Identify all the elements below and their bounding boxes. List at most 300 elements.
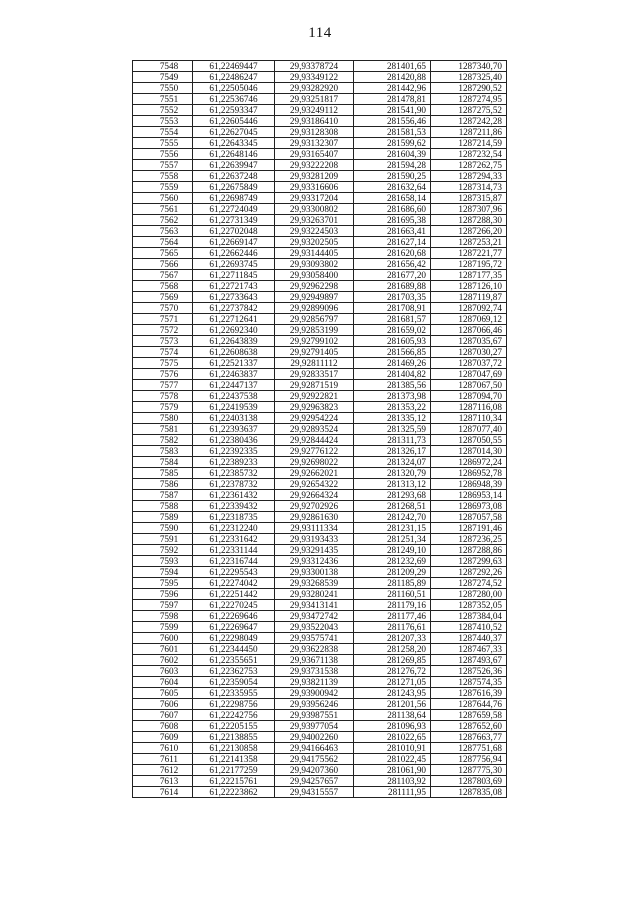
y-coordinate-cell: 1287835,08 bbox=[431, 787, 507, 798]
latitude-cell: 61,22737842 bbox=[193, 303, 275, 314]
y-coordinate-cell: 1287047,69 bbox=[431, 369, 507, 380]
longitude-cell: 29,92949897 bbox=[275, 292, 354, 303]
point-number-cell: 7553 bbox=[133, 116, 193, 127]
table-row bbox=[133, 743, 507, 754]
point-number-cell: 7591 bbox=[133, 534, 193, 545]
y-coordinate-cell: 1287803,69 bbox=[431, 776, 507, 787]
longitude-cell: 29,92871519 bbox=[275, 380, 354, 391]
latitude-cell: 61,22215761 bbox=[193, 776, 275, 787]
x-coordinate-cell: 281179,16 bbox=[354, 600, 431, 611]
point-number-cell: 7577 bbox=[133, 380, 193, 391]
latitude-cell: 61,22355651 bbox=[193, 655, 275, 666]
longitude-cell: 29,93224503 bbox=[275, 226, 354, 237]
longitude-cell: 29,92893524 bbox=[275, 424, 354, 435]
y-coordinate-cell: 1287030,27 bbox=[431, 347, 507, 358]
longitude-cell: 29,93821139 bbox=[275, 677, 354, 688]
table-row bbox=[133, 193, 507, 204]
longitude-cell: 29,94175562 bbox=[275, 754, 354, 765]
y-coordinate-cell: 1287177,35 bbox=[431, 270, 507, 281]
longitude-cell: 29,93378724 bbox=[275, 61, 354, 72]
table-row bbox=[133, 127, 507, 138]
point-number-cell: 7576 bbox=[133, 369, 193, 380]
x-coordinate-cell: 281708,91 bbox=[354, 303, 431, 314]
latitude-cell: 61,22223862 bbox=[193, 787, 275, 798]
table-row bbox=[133, 424, 507, 435]
longitude-cell: 29,93268539 bbox=[275, 578, 354, 589]
longitude-cell: 29,93093802 bbox=[275, 259, 354, 270]
latitude-cell: 61,22724049 bbox=[193, 204, 275, 215]
y-coordinate-cell: 1287191,46 bbox=[431, 523, 507, 534]
x-coordinate-cell: 281599,62 bbox=[354, 138, 431, 149]
y-coordinate-cell: 1287288,30 bbox=[431, 215, 507, 226]
longitude-cell: 29,93300138 bbox=[275, 567, 354, 578]
latitude-cell: 61,22380436 bbox=[193, 435, 275, 446]
latitude-cell: 61,22605446 bbox=[193, 116, 275, 127]
y-coordinate-cell: 1286972,24 bbox=[431, 457, 507, 468]
point-number-cell: 7561 bbox=[133, 204, 193, 215]
latitude-cell: 61,22359054 bbox=[193, 677, 275, 688]
table-row bbox=[133, 523, 507, 534]
table-row bbox=[133, 633, 507, 644]
longitude-cell: 29,93317204 bbox=[275, 193, 354, 204]
latitude-cell: 61,22295543 bbox=[193, 567, 275, 578]
table-row bbox=[133, 611, 507, 622]
point-number-cell: 7549 bbox=[133, 72, 193, 83]
point-number-cell: 7571 bbox=[133, 314, 193, 325]
table-row bbox=[133, 204, 507, 215]
latitude-cell: 61,22469447 bbox=[193, 61, 275, 72]
longitude-cell: 29,92899096 bbox=[275, 303, 354, 314]
longitude-cell: 29,92702926 bbox=[275, 501, 354, 512]
x-coordinate-cell: 281335,12 bbox=[354, 413, 431, 424]
x-coordinate-cell: 281478,81 bbox=[354, 94, 431, 105]
point-number-cell: 7563 bbox=[133, 226, 193, 237]
table-row bbox=[133, 622, 507, 633]
x-coordinate-cell: 281658,14 bbox=[354, 193, 431, 204]
x-coordinate-cell: 281201,56 bbox=[354, 699, 431, 710]
point-number-cell: 7552 bbox=[133, 105, 193, 116]
x-coordinate-cell: 281242,70 bbox=[354, 512, 431, 523]
table-row bbox=[133, 160, 507, 171]
longitude-cell: 29,93291435 bbox=[275, 545, 354, 556]
point-number-cell: 7611 bbox=[133, 754, 193, 765]
x-coordinate-cell: 281251,34 bbox=[354, 534, 431, 545]
point-number-cell: 7581 bbox=[133, 424, 193, 435]
page-number: 114 bbox=[308, 25, 332, 41]
coordinates-table bbox=[132, 60, 507, 798]
y-coordinate-cell: 1286948,39 bbox=[431, 479, 507, 490]
longitude-cell: 29,93202505 bbox=[275, 237, 354, 248]
table-row bbox=[133, 457, 507, 468]
x-coordinate-cell: 281207,33 bbox=[354, 633, 431, 644]
latitude-cell: 61,22536746 bbox=[193, 94, 275, 105]
x-coordinate-cell: 281061,90 bbox=[354, 765, 431, 776]
point-number-cell: 7603 bbox=[133, 666, 193, 677]
point-number-cell: 7559 bbox=[133, 182, 193, 193]
x-coordinate-cell: 281677,20 bbox=[354, 270, 431, 281]
point-number-cell: 7558 bbox=[133, 171, 193, 182]
point-number-cell: 7560 bbox=[133, 193, 193, 204]
point-number-cell: 7590 bbox=[133, 523, 193, 534]
latitude-cell: 61,22505046 bbox=[193, 83, 275, 94]
y-coordinate-cell: 1287280,00 bbox=[431, 589, 507, 600]
x-coordinate-cell: 281353,22 bbox=[354, 402, 431, 413]
y-coordinate-cell: 1287751,68 bbox=[431, 743, 507, 754]
x-coordinate-cell: 281176,61 bbox=[354, 622, 431, 633]
x-coordinate-cell: 281632,64 bbox=[354, 182, 431, 193]
table-row bbox=[133, 94, 507, 105]
latitude-cell: 61,22385732 bbox=[193, 468, 275, 479]
y-coordinate-cell: 1287290,52 bbox=[431, 83, 507, 94]
table-row bbox=[133, 358, 507, 369]
latitude-cell: 61,22593347 bbox=[193, 105, 275, 116]
x-coordinate-cell: 281541,90 bbox=[354, 105, 431, 116]
table-row bbox=[133, 391, 507, 402]
latitude-cell: 61,22344450 bbox=[193, 644, 275, 655]
point-number-cell: 7589 bbox=[133, 512, 193, 523]
y-coordinate-cell: 1287275,52 bbox=[431, 105, 507, 116]
x-coordinate-cell: 281160,51 bbox=[354, 589, 431, 600]
point-number-cell: 7597 bbox=[133, 600, 193, 611]
table-row bbox=[133, 226, 507, 237]
y-coordinate-cell: 1287574,35 bbox=[431, 677, 507, 688]
table-row bbox=[133, 754, 507, 765]
coordinates-table-body bbox=[133, 61, 507, 798]
longitude-cell: 29,93312436 bbox=[275, 556, 354, 567]
point-number-cell: 7614 bbox=[133, 787, 193, 798]
y-coordinate-cell: 1287292,26 bbox=[431, 567, 507, 578]
y-coordinate-cell: 1287307,96 bbox=[431, 204, 507, 215]
point-number-cell: 7550 bbox=[133, 83, 193, 94]
latitude-cell: 61,22242756 bbox=[193, 710, 275, 721]
y-coordinate-cell: 1287526,36 bbox=[431, 666, 507, 677]
x-coordinate-cell: 281659,02 bbox=[354, 325, 431, 336]
table-row bbox=[133, 556, 507, 567]
latitude-cell: 61,22361432 bbox=[193, 490, 275, 501]
longitude-cell: 29,93282920 bbox=[275, 83, 354, 94]
latitude-cell: 61,22138855 bbox=[193, 732, 275, 743]
point-number-cell: 7574 bbox=[133, 347, 193, 358]
latitude-cell: 61,22251442 bbox=[193, 589, 275, 600]
x-coordinate-cell: 281325,59 bbox=[354, 424, 431, 435]
x-coordinate-cell: 281096,93 bbox=[354, 721, 431, 732]
latitude-cell: 61,22662446 bbox=[193, 248, 275, 259]
table-row bbox=[133, 732, 507, 743]
longitude-cell: 29,92776122 bbox=[275, 446, 354, 457]
latitude-cell: 61,22389233 bbox=[193, 457, 275, 468]
longitude-cell: 29,93132307 bbox=[275, 138, 354, 149]
point-number-cell: 7601 bbox=[133, 644, 193, 655]
y-coordinate-cell: 1287057,58 bbox=[431, 512, 507, 523]
y-coordinate-cell: 1287663,77 bbox=[431, 732, 507, 743]
latitude-cell: 61,22731349 bbox=[193, 215, 275, 226]
longitude-cell: 29,93300802 bbox=[275, 204, 354, 215]
table-row bbox=[133, 336, 507, 347]
longitude-cell: 29,92861630 bbox=[275, 512, 354, 523]
point-number-cell: 7566 bbox=[133, 259, 193, 270]
longitude-cell: 29,93128308 bbox=[275, 127, 354, 138]
longitude-cell: 29,93731538 bbox=[275, 666, 354, 677]
longitude-cell: 29,92811112 bbox=[275, 358, 354, 369]
y-coordinate-cell: 1287014,30 bbox=[431, 446, 507, 457]
table-row bbox=[133, 325, 507, 336]
y-coordinate-cell: 1287067,50 bbox=[431, 380, 507, 391]
y-coordinate-cell: 1287274,95 bbox=[431, 94, 507, 105]
table-row bbox=[133, 677, 507, 688]
table-row bbox=[133, 369, 507, 380]
latitude-cell: 61,22702048 bbox=[193, 226, 275, 237]
latitude-cell: 61,22335955 bbox=[193, 688, 275, 699]
x-coordinate-cell: 281420,88 bbox=[354, 72, 431, 83]
y-coordinate-cell: 1287274,52 bbox=[431, 578, 507, 589]
y-coordinate-cell: 1287467,33 bbox=[431, 644, 507, 655]
y-coordinate-cell: 1287652,60 bbox=[431, 721, 507, 732]
x-coordinate-cell: 281605,93 bbox=[354, 336, 431, 347]
latitude-cell: 61,22141358 bbox=[193, 754, 275, 765]
table-row bbox=[133, 666, 507, 677]
longitude-cell: 29,93144405 bbox=[275, 248, 354, 259]
latitude-cell: 61,22627045 bbox=[193, 127, 275, 138]
table-row bbox=[133, 171, 507, 182]
table-row bbox=[133, 721, 507, 732]
table-row bbox=[133, 237, 507, 248]
longitude-cell: 29,92853199 bbox=[275, 325, 354, 336]
latitude-cell: 61,22711845 bbox=[193, 270, 275, 281]
y-coordinate-cell: 1286953,14 bbox=[431, 490, 507, 501]
point-number-cell: 7583 bbox=[133, 446, 193, 457]
latitude-cell: 61,22339432 bbox=[193, 501, 275, 512]
table-row bbox=[133, 116, 507, 127]
longitude-cell: 29,93186410 bbox=[275, 116, 354, 127]
latitude-cell: 61,22639947 bbox=[193, 160, 275, 171]
point-number-cell: 7572 bbox=[133, 325, 193, 336]
latitude-cell: 61,22316744 bbox=[193, 556, 275, 567]
table-row bbox=[133, 380, 507, 391]
table-row bbox=[133, 765, 507, 776]
latitude-cell: 61,22721743 bbox=[193, 281, 275, 292]
point-number-cell: 7596 bbox=[133, 589, 193, 600]
point-number-cell: 7607 bbox=[133, 710, 193, 721]
point-number-cell: 7578 bbox=[133, 391, 193, 402]
longitude-cell: 29,92664324 bbox=[275, 490, 354, 501]
latitude-cell: 61,22669147 bbox=[193, 237, 275, 248]
longitude-cell: 29,93165407 bbox=[275, 149, 354, 160]
point-number-cell: 7548 bbox=[133, 61, 193, 72]
x-coordinate-cell: 281556,46 bbox=[354, 116, 431, 127]
y-coordinate-cell: 1287659,58 bbox=[431, 710, 507, 721]
point-number-cell: 7555 bbox=[133, 138, 193, 149]
point-number-cell: 7570 bbox=[133, 303, 193, 314]
table-row bbox=[133, 248, 507, 259]
x-coordinate-cell: 281326,17 bbox=[354, 446, 431, 457]
longitude-cell: 29,93222208 bbox=[275, 160, 354, 171]
table-row bbox=[133, 479, 507, 490]
table-row bbox=[133, 83, 507, 94]
point-number-cell: 7569 bbox=[133, 292, 193, 303]
x-coordinate-cell: 281249,10 bbox=[354, 545, 431, 556]
point-number-cell: 7609 bbox=[133, 732, 193, 743]
x-coordinate-cell: 281404,82 bbox=[354, 369, 431, 380]
point-number-cell: 7567 bbox=[133, 270, 193, 281]
latitude-cell: 61,22403138 bbox=[193, 413, 275, 424]
point-number-cell: 7598 bbox=[133, 611, 193, 622]
y-coordinate-cell: 1287214,59 bbox=[431, 138, 507, 149]
table-row bbox=[133, 270, 507, 281]
longitude-cell: 29,92698022 bbox=[275, 457, 354, 468]
y-coordinate-cell: 1287325,40 bbox=[431, 72, 507, 83]
longitude-cell: 29,92963823 bbox=[275, 402, 354, 413]
x-coordinate-cell: 281686,60 bbox=[354, 204, 431, 215]
longitude-cell: 29,93413141 bbox=[275, 600, 354, 611]
x-coordinate-cell: 281209,29 bbox=[354, 567, 431, 578]
x-coordinate-cell: 281243,95 bbox=[354, 688, 431, 699]
y-coordinate-cell: 1287440,37 bbox=[431, 633, 507, 644]
point-number-cell: 7595 bbox=[133, 578, 193, 589]
longitude-cell: 29,93977054 bbox=[275, 721, 354, 732]
point-number-cell: 7610 bbox=[133, 743, 193, 754]
latitude-cell: 61,22312240 bbox=[193, 523, 275, 534]
table-row bbox=[133, 149, 507, 160]
latitude-cell: 61,22298049 bbox=[193, 633, 275, 644]
x-coordinate-cell: 281320,79 bbox=[354, 468, 431, 479]
table-row bbox=[133, 435, 507, 446]
y-coordinate-cell: 1287294,33 bbox=[431, 171, 507, 182]
x-coordinate-cell: 281469,26 bbox=[354, 358, 431, 369]
longitude-cell: 29,92833517 bbox=[275, 369, 354, 380]
latitude-cell: 61,22331642 bbox=[193, 534, 275, 545]
latitude-cell: 61,22362753 bbox=[193, 666, 275, 677]
longitude-cell: 29,92856797 bbox=[275, 314, 354, 325]
point-number-cell: 7605 bbox=[133, 688, 193, 699]
point-number-cell: 7599 bbox=[133, 622, 193, 633]
x-coordinate-cell: 281581,53 bbox=[354, 127, 431, 138]
x-coordinate-cell: 281293,68 bbox=[354, 490, 431, 501]
x-coordinate-cell: 281401,65 bbox=[354, 61, 431, 72]
y-coordinate-cell: 1286952,78 bbox=[431, 468, 507, 479]
latitude-cell: 61,22486247 bbox=[193, 72, 275, 83]
y-coordinate-cell: 1287410,52 bbox=[431, 622, 507, 633]
y-coordinate-cell: 1287775,30 bbox=[431, 765, 507, 776]
table-row bbox=[133, 688, 507, 699]
latitude-cell: 61,22298756 bbox=[193, 699, 275, 710]
y-coordinate-cell: 1287384,04 bbox=[431, 611, 507, 622]
latitude-cell: 61,22331144 bbox=[193, 545, 275, 556]
latitude-cell: 61,22419539 bbox=[193, 402, 275, 413]
latitude-cell: 61,22393637 bbox=[193, 424, 275, 435]
y-coordinate-cell: 1287232,54 bbox=[431, 149, 507, 160]
table-row bbox=[133, 303, 507, 314]
x-coordinate-cell: 281689,88 bbox=[354, 281, 431, 292]
y-coordinate-cell: 1287262,75 bbox=[431, 160, 507, 171]
point-number-cell: 7594 bbox=[133, 567, 193, 578]
point-number-cell: 7593 bbox=[133, 556, 193, 567]
x-coordinate-cell: 281620,68 bbox=[354, 248, 431, 259]
table-row bbox=[133, 512, 507, 523]
point-number-cell: 7557 bbox=[133, 160, 193, 171]
x-coordinate-cell: 281324,07 bbox=[354, 457, 431, 468]
table-row bbox=[133, 215, 507, 226]
y-coordinate-cell: 1287069,12 bbox=[431, 314, 507, 325]
table-row bbox=[133, 402, 507, 413]
point-number-cell: 7612 bbox=[133, 765, 193, 776]
table-row bbox=[133, 545, 507, 556]
table-row bbox=[133, 710, 507, 721]
longitude-cell: 29,93575741 bbox=[275, 633, 354, 644]
longitude-cell: 29,94002260 bbox=[275, 732, 354, 743]
y-coordinate-cell: 1287644,76 bbox=[431, 699, 507, 710]
x-coordinate-cell: 281185,89 bbox=[354, 578, 431, 589]
y-coordinate-cell: 1287314,73 bbox=[431, 182, 507, 193]
longitude-cell: 29,93058400 bbox=[275, 270, 354, 281]
longitude-cell: 29,93249112 bbox=[275, 105, 354, 116]
table-row bbox=[133, 314, 507, 325]
table-row bbox=[133, 259, 507, 270]
latitude-cell: 61,22447137 bbox=[193, 380, 275, 391]
latitude-cell: 61,22205155 bbox=[193, 721, 275, 732]
table-row bbox=[133, 655, 507, 666]
longitude-cell: 29,92662021 bbox=[275, 468, 354, 479]
latitude-cell: 61,22437538 bbox=[193, 391, 275, 402]
latitude-cell: 61,22378732 bbox=[193, 479, 275, 490]
longitude-cell: 29,93956246 bbox=[275, 699, 354, 710]
x-coordinate-cell: 281269,85 bbox=[354, 655, 431, 666]
x-coordinate-cell: 281604,39 bbox=[354, 149, 431, 160]
point-number-cell: 7600 bbox=[133, 633, 193, 644]
table-row bbox=[133, 501, 507, 512]
x-coordinate-cell: 281695,38 bbox=[354, 215, 431, 226]
y-coordinate-cell: 1287616,39 bbox=[431, 688, 507, 699]
latitude-cell: 61,22712641 bbox=[193, 314, 275, 325]
point-number-cell: 7551 bbox=[133, 94, 193, 105]
table-row bbox=[133, 105, 507, 116]
x-coordinate-cell: 281231,15 bbox=[354, 523, 431, 534]
y-coordinate-cell: 1287066,46 bbox=[431, 325, 507, 336]
point-number-cell: 7608 bbox=[133, 721, 193, 732]
latitude-cell: 61,22608638 bbox=[193, 347, 275, 358]
longitude-cell: 29,93263701 bbox=[275, 215, 354, 226]
point-number-cell: 7592 bbox=[133, 545, 193, 556]
longitude-cell: 29,92962298 bbox=[275, 281, 354, 292]
y-coordinate-cell: 1287092,74 bbox=[431, 303, 507, 314]
y-coordinate-cell: 1287493,67 bbox=[431, 655, 507, 666]
point-number-cell: 7584 bbox=[133, 457, 193, 468]
longitude-cell: 29,94207360 bbox=[275, 765, 354, 776]
table-row bbox=[133, 138, 507, 149]
y-coordinate-cell: 1287288,86 bbox=[431, 545, 507, 556]
longitude-cell: 29,93987551 bbox=[275, 710, 354, 721]
x-coordinate-cell: 281442,96 bbox=[354, 83, 431, 94]
longitude-cell: 29,93622838 bbox=[275, 644, 354, 655]
table-row bbox=[133, 61, 507, 72]
y-coordinate-cell: 1287126,10 bbox=[431, 281, 507, 292]
x-coordinate-cell: 281373,98 bbox=[354, 391, 431, 402]
x-coordinate-cell: 281177,46 bbox=[354, 611, 431, 622]
latitude-cell: 61,22692340 bbox=[193, 325, 275, 336]
table-row bbox=[133, 578, 507, 589]
latitude-cell: 61,22637248 bbox=[193, 171, 275, 182]
longitude-cell: 29,93349122 bbox=[275, 72, 354, 83]
latitude-cell: 61,22521337 bbox=[193, 358, 275, 369]
x-coordinate-cell: 281022,65 bbox=[354, 732, 431, 743]
table-row bbox=[133, 413, 507, 424]
longitude-cell: 29,94257657 bbox=[275, 776, 354, 787]
point-number-cell: 7580 bbox=[133, 413, 193, 424]
x-coordinate-cell: 281232,69 bbox=[354, 556, 431, 567]
longitude-cell: 29,93472742 bbox=[275, 611, 354, 622]
point-number-cell: 7613 bbox=[133, 776, 193, 787]
x-coordinate-cell: 281681,57 bbox=[354, 314, 431, 325]
x-coordinate-cell: 281138,64 bbox=[354, 710, 431, 721]
